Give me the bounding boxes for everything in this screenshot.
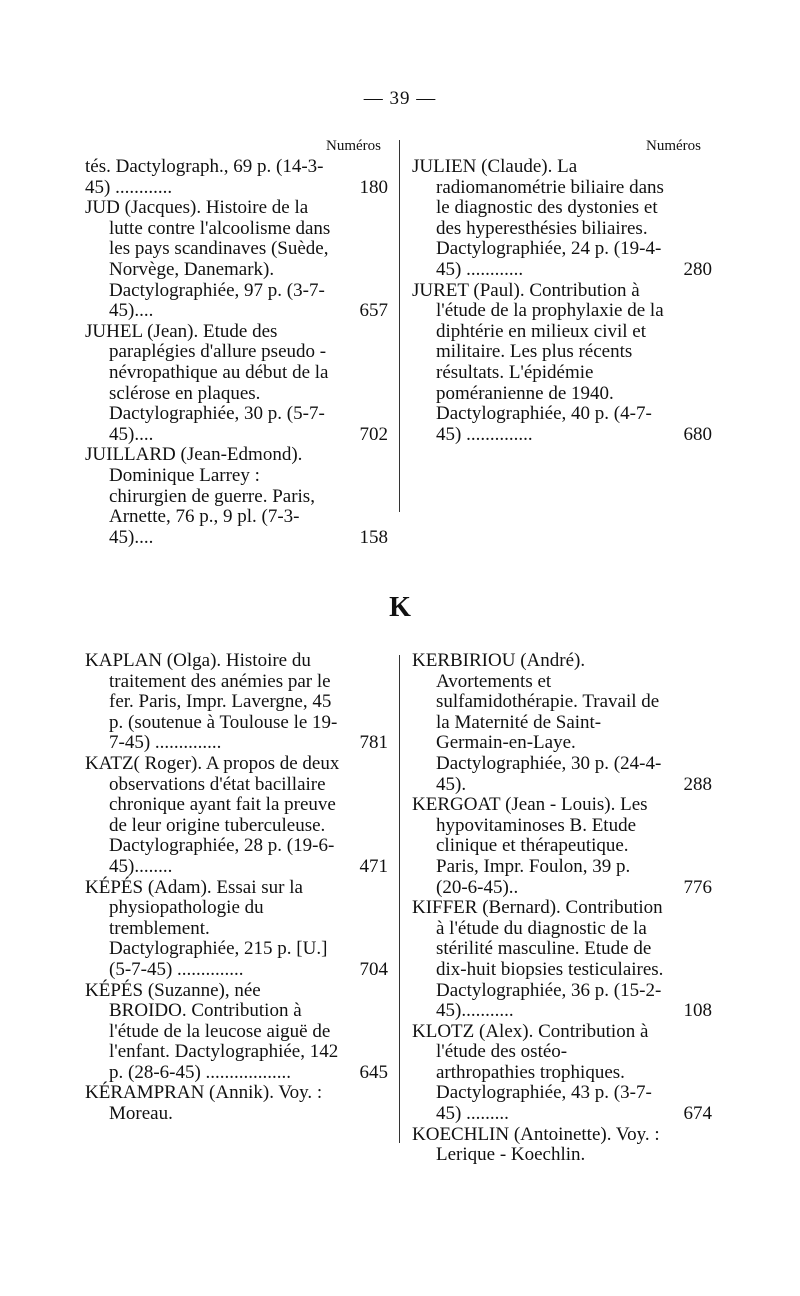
bibliography-entry [85, 981, 388, 1084]
entry-text: KÉPÉS (Adam). Essai sur la physiopathologie du tremblement. Dactylographiée, 215 p. [U.] (5-7-45) .............. [85, 876, 328, 980]
bibliography-entry [85, 1083, 388, 1124]
entry-text: KLOTZ (Alex). Contribution à l'étude des ostéo-arthropathies trophiques. Dactylographiée, 43 p. (3-7-45) ......... [412, 1020, 652, 1125]
bibliography-entry [85, 322, 388, 446]
bottom-left-column [85, 651, 388, 1125]
bibliography-entry [412, 281, 712, 446]
entry-number: 645 [359, 1061, 388, 1083]
entry-number: 674 [683, 1103, 712, 1125]
bibliography-entry [85, 878, 388, 981]
column-divider-bottom [399, 655, 400, 1143]
bottom-right-column [412, 651, 712, 1166]
entry-number: 704 [359, 958, 388, 980]
entry-text: KÉRAMPRAN (Annik). Voy. : Moreau. [85, 1082, 323, 1125]
entry-text: KATZ( Roger). A propos de deux observations d'état bacillaire chronique ayant fait la preuve de leur origine tuberculeuse. Dactylographiée, 28 p. (19-6-45)........ [85, 752, 340, 877]
section-letter: K [389, 592, 411, 623]
page-number: — 39 — [363, 88, 437, 109]
entry-text: JUHEL (Jean). Etude des paraplégies d'allure pseudo - névropathique au début de la sclérose en plaques. Dactylographiée, 30 p. (5-7-45).... [85, 320, 329, 445]
bibliography-entry [85, 754, 388, 878]
entry-number: 702 [359, 423, 388, 445]
bibliography-entry [412, 1022, 712, 1125]
entry-text: KOECHLIN (Antoinette). Voy. : Lerique - Koechlin. [412, 1123, 660, 1166]
top-left-column [85, 157, 388, 548]
entry-number: 288 [683, 773, 712, 795]
entry-text: KERBIRIOU (André). Avortements et sulfamidothérapie. Travail de la Maternité de Saint-Germain-en-Laye. Dactylographiée, 30 p. (24-4-45). [412, 650, 662, 795]
column-divider-top [399, 140, 400, 512]
entry-text: JULIEN (Claude). La radiomanométrie biliaire dans le diagnostic des dystonies et des hyperesthésies biliaires. Dactylographiée, 24 p. (19-4-45) ............ [412, 156, 664, 280]
bibliography-entry [85, 445, 388, 548]
column-header-left: Numéros [326, 138, 381, 154]
entry-text: KERGOAT (Jean - Louis). Les hypovitaminoses B. Etude clinique et thérapeutique. Paris, Impr. Foulon, 39 p. (20-6-45).. [412, 794, 648, 898]
bibliography-entry [85, 198, 388, 322]
entry-text: tés. Dactylograph., 69 p. (14-3-45) ............ [85, 156, 324, 198]
entry-text: JURET (Paul). Contribution à l'étude de la prophylaxie de la diphtérie en milieux civil et militaire. Les plus récents résultats. L'épidémie poméranienne de 1940. Dactylographiée, 40 p. (4-7-45) .............. [412, 279, 664, 445]
bibliography-entry [412, 651, 712, 795]
entry-number: 680 [683, 423, 712, 445]
entry-number: 108 [683, 1000, 712, 1022]
bibliography-entry [412, 157, 712, 281]
entry-text: KAPLAN (Olga). Histoire du traitement des anémies par le fer. Paris, Impr. Lavergne, 45 p. (soutenue à Toulouse le 19-7-45) .............. [85, 650, 338, 754]
bibliography-entry [85, 651, 388, 754]
entry-number: 776 [683, 876, 712, 898]
bibliography-entry [412, 898, 712, 1022]
bibliography-entry [85, 157, 388, 198]
entry-number: 280 [683, 258, 712, 280]
bibliography-entry [412, 1125, 712, 1166]
entry-text: KIFFER (Bernard). Contribution à l'étude du diagnostic de la stérilité masculine. Etude de dix-huit biopsies testiculaires. Dactylographiée, 36 p. (15-2-45)........... [412, 897, 664, 1022]
entry-number: 657 [359, 300, 388, 322]
bibliography-entry [412, 795, 712, 898]
entry-number: 781 [359, 732, 388, 754]
entry-number: 158 [359, 526, 388, 548]
column-header-right: Numéros [646, 138, 701, 154]
top-right-column [412, 157, 712, 445]
entry-number: 471 [359, 855, 388, 877]
entry-text: JUILLARD (Jean-Edmond). Dominique Larrey : chirurgien de guerre. Paris, Arnette, 76 p., 9 pl. (7-3-45).... [85, 444, 315, 548]
entry-text: KÉPÉS (Suzanne), née BROIDO. Contribution à l'étude de la leucose aiguë de l'enfant. Dactylographiée, 142 p. (28-6-45) .................. [85, 979, 339, 1083]
entry-number: 180 [359, 176, 388, 198]
entry-text: JUD (Jacques). Histoire de la lutte contre l'alcoolisme dans les pays scandinaves (Suède, Norvège, Danemark). Dactylographiée, 97 p. (3-7-45).... [85, 197, 331, 322]
